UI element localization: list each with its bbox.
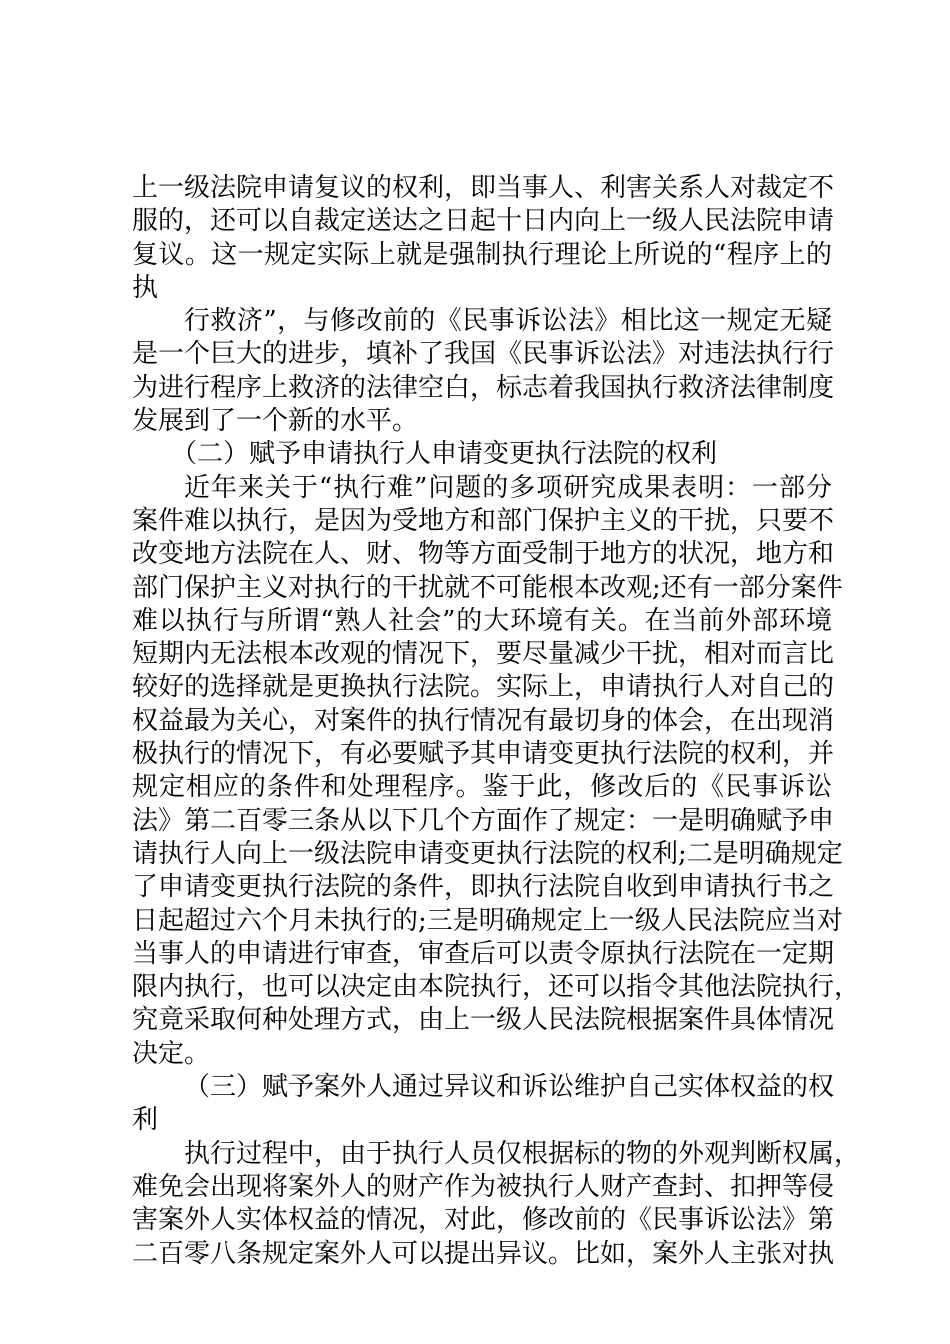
text-line: 发展到了一个新的水平。 <box>132 406 419 437</box>
text-line: 较好的选择就是更换执行法院。实际上，申请执行人对自己的 <box>132 672 835 703</box>
text-line: 为进行程序上救济的法律空白，标志着我国执行救济法律制度 <box>132 372 835 403</box>
text-line: 规定相应的条件和处理程序。鉴于此，修改后的《民事诉讼 <box>132 772 832 803</box>
text-line: 难免会出现将案外人的财产作为被执行人财产查封、扣押等侵 <box>132 1171 835 1202</box>
text-line: 短期内无法根本改观的情况下，要尽量减少干扰，相对而言比 <box>132 639 835 670</box>
body-text <box>132 172 861 1271</box>
text-line: 了申请变更执行法院的条件，即执行法院自收到申请执行书之 <box>132 872 835 903</box>
section-heading: （二）赋予申请执行人申请变更执行法院的权利 <box>171 439 718 470</box>
text-line: 极执行的情况下，有必要赋予其申请变更执行法院的权利，并 <box>132 739 835 770</box>
paragraph-first-line: 近年来关于“执行难”问题的多项研究成果表明：一部分 <box>184 472 832 503</box>
text-line: 难以执行与所谓“熟人社会”的大环境有关。在当前外部环境 <box>132 605 832 636</box>
paragraph-first-line: 行救济”，与修改前的《民事诉讼法》相比这一规定无疑 <box>184 306 832 337</box>
text-line: 请执行人向上一级法院申请变更执行法院的权利;二是明确规定 <box>132 838 843 869</box>
text-line: 利 <box>132 1105 159 1136</box>
text-line: 部门保护主义对执行的干扰就不可能根本改观;还有一部分案件 <box>132 572 843 603</box>
text-line: 究竟采取何种处理方式，由上一级人民法院根据案件具体情况 <box>132 1005 835 1036</box>
text-line: 日起超过六个月未执行的;三是明确规定上一级人民法院应当对 <box>132 905 843 936</box>
text-line: 当事人的申请进行审查，审查后可以责令原执行法院在一定期 <box>132 938 835 969</box>
paragraph-first-line: 执行过程中，由于执行人员仅根据标的物的外观判断权属， <box>184 1138 861 1169</box>
text-line: 限内执行，也可以决定由本院执行，还可以指令其他法院执行， <box>132 972 861 1003</box>
text-line: 法》第二百零三条从以下几个方面作了规定：一是明确赋予申 <box>132 805 835 836</box>
text-line: 权益最为关心，对案件的执行情况有最切身的体会，在出现消 <box>132 705 835 736</box>
text-line: 决定。 <box>132 1038 211 1069</box>
section-heading: （三）赋予案外人通过异议和诉讼维护自己实体权益的权 <box>184 1072 835 1103</box>
text-line: 复议。这一规定实际上就是强制执行理论上所说的“程序上的 <box>132 239 832 270</box>
text-line: 执 <box>132 272 159 303</box>
text-line: 二百零八条规定案外人可以提出异议。比如，案外人主张对执 <box>132 1238 835 1269</box>
text-line: 案件难以执行，是因为受地方和部门保护主义的干扰，只要不 <box>132 505 835 536</box>
text-line: 上一级法院申请复议的权利，即当事人、利害关系人对裁定不 <box>132 173 835 203</box>
text-line: 改变地方法院在人、财、物等方面受制于地方的状况，地方和 <box>132 539 835 570</box>
text-line: 害案外人实体权益的情况，对此，修改前的《民事诉讼法》第 <box>132 1205 835 1236</box>
text-line: 服的，还可以自裁定送达之日起十日内向上一级人民法院申请 <box>132 206 835 237</box>
text-line: 是一个巨大的进步，填补了我国《民事诉讼法》对违法执行行 <box>132 339 835 370</box>
